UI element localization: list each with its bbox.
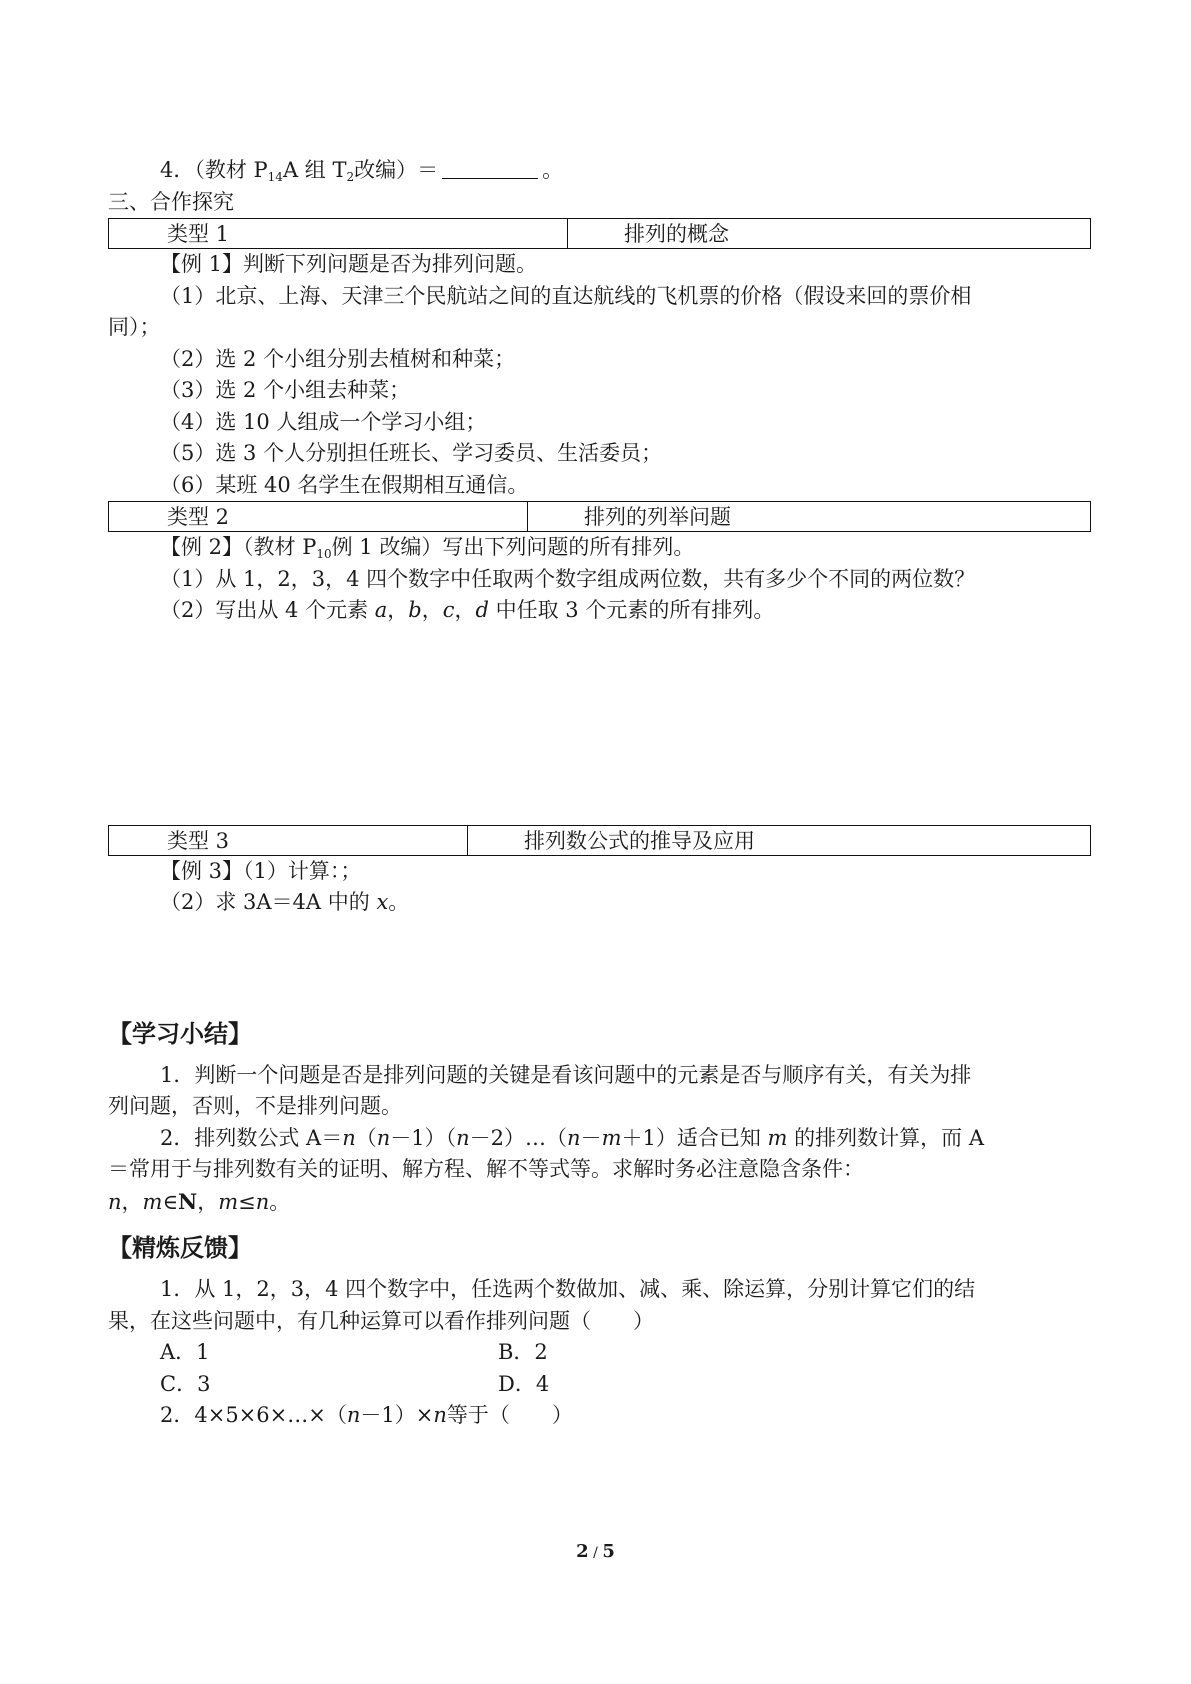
feedback-question-2: 2．4×5×6×…×（n－1）×n等于（ ） — [160, 1403, 573, 1427]
section-title-cooperative-inquiry: 三、合作探究 — [108, 189, 234, 214]
summary-point-2-cont: ＝常用于与排列数有关的证明、解方程、解不等式等。求解时务必注意隐含条件： — [108, 1157, 864, 1181]
type-2-topic: 排列的列举问题 — [584, 505, 731, 529]
feedback-question-1-cont: 果，在这些问题中，有几种运算可以看作排列问题（ ） — [108, 1308, 654, 1333]
example-2-item-2: （2）写出从 4 个元素 a，b，c，d 中任取 3 个元素的所有排列。 — [160, 598, 775, 622]
example-3-item-2: （2）求 3A＝4A 中的 x。 — [160, 890, 410, 914]
page-number-footer — [0, 1541, 1191, 1562]
answer-space — [108, 627, 1091, 825]
choice-c[interactable]: C．3 — [160, 1371, 211, 1396]
choices-row-1 — [108, 1337, 1091, 1369]
example-1-title: 【例 1】判断下列问题是否为排列问题。 — [160, 252, 538, 276]
learning-summary-title: 【学习小结】 — [108, 1019, 252, 1048]
answer-blank[interactable] — [442, 158, 538, 179]
type-3-label: 类型 3 — [109, 826, 468, 855]
type-1-label: 类型 1 — [109, 219, 568, 248]
choice-a[interactable]: A．1 — [160, 1340, 210, 1364]
document-page — [108, 155, 1091, 1432]
example-2-item-1: （1）从 1，2，3，4 四个数字中任取两个数字组成两位数，共有多少个不同的两位数？ — [160, 566, 976, 591]
summary-point-2: 2．排列数公式 A＝n（n－1）（n－2）…（n－m＋1）适合已知 m 的排列数计算，而 A — [160, 1125, 984, 1150]
example-1-item-cont: 同）； — [108, 315, 161, 339]
example-1-item: （2）选 2 个小组分别去植树和种菜； — [160, 346, 516, 371]
example-3-item-1: 【例 3】（1）计算：； — [160, 858, 362, 883]
summary-point-1: 1．判断一个问题是否是排列问题的关键是看该问题中的元素是否与顺序有关，有关为排 — [160, 1062, 972, 1087]
page-separator: / — [588, 1545, 603, 1561]
type-2-box — [108, 501, 1091, 532]
total-pages: 5 — [602, 1541, 615, 1562]
choices-row-2 — [108, 1369, 1091, 1401]
choice-d[interactable]: D．4 — [498, 1371, 550, 1396]
question-4: 4．（教材 $P_{14}A$ 组 $T_2$改编）＝ 。 — [160, 158, 564, 184]
example-1-item: （1）北京、上海、天津三个民航站之间的直达航线的飞机票的价格（假设来回的票价相 — [160, 283, 972, 308]
feedback-question-1: 1．从 1，2，3，4 四个数字中，任选两个数做加、减、乘、除运算，分别计算它们的结 — [160, 1277, 976, 1301]
answer-space — [108, 919, 1091, 1016]
summary-point-1-cont: 列问题，否则，不是排列问题。 — [108, 1094, 402, 1118]
type-2-label: 类型 2 — [109, 502, 528, 531]
example-1-item: （5）选 3 个人分别担任班长、学习委员、生活委员； — [160, 441, 663, 465]
type-3-box — [108, 825, 1091, 856]
current-page: 2 — [576, 1541, 589, 1562]
type-3-topic: 排列数公式的推导及应用 — [524, 828, 755, 853]
example-2-title: 【例 2】（教材 $P_{10}$例 1 改编）写出下列问题的所有排列。 — [160, 535, 695, 561]
type-1-topic: 排列的概念 — [624, 222, 729, 246]
choice-b[interactable]: B．2 — [498, 1340, 548, 1364]
type-1-box — [108, 218, 1091, 249]
example-1-item: （6）某班 40 名学生在假期相互通信。 — [160, 472, 529, 497]
example-1-item: （3）选 2 个小组去种菜； — [160, 378, 411, 402]
practice-feedback-title: 【精炼反馈】 — [108, 1234, 252, 1262]
example-1-item: （4）选 10 人组成一个学习小组； — [160, 409, 487, 434]
summary-conditions: n，m∈N，m≤n。 — [108, 1188, 291, 1214]
